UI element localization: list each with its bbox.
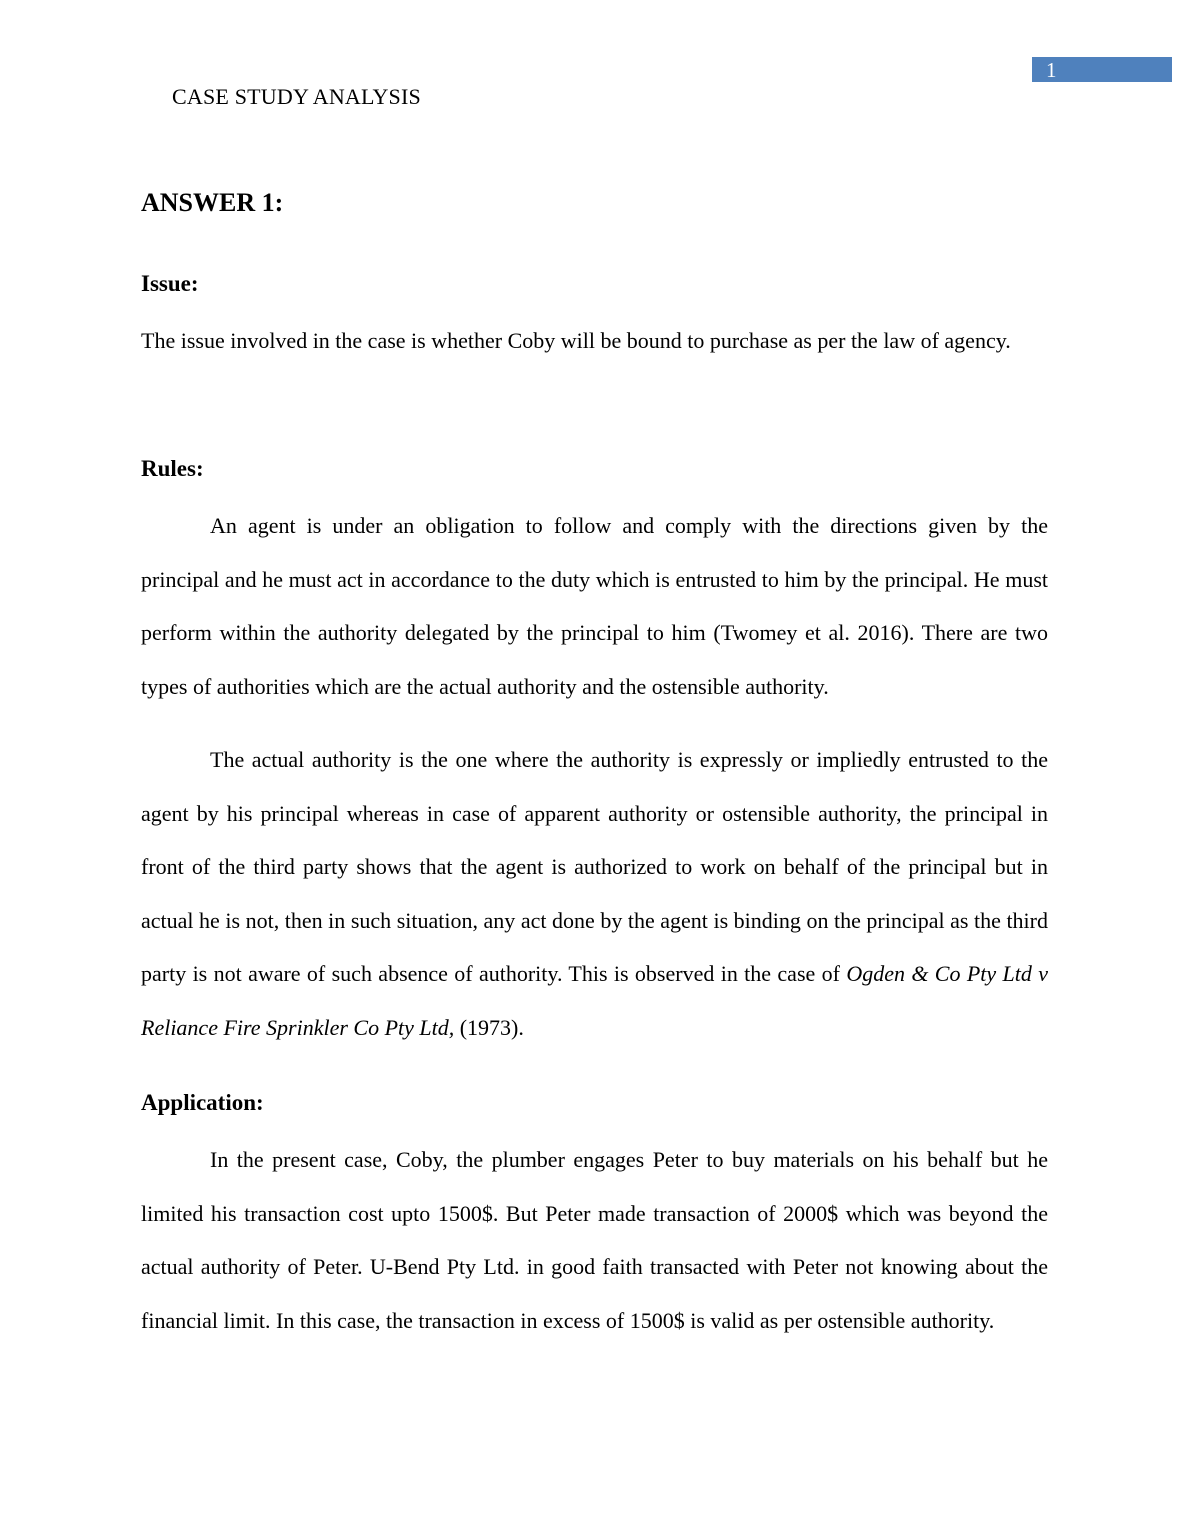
rules-paragraph-2-text: The actual authority is the one where the authority is expressly or impliedly entrusted to the agent by his principal whereas in case of apparent authority or ostensible authority, the principal in front of the third party shows that the agent is authorized to work on behalf of the principal but in actual he is not, then in such situation, any act done by the agent is binding on the principal as the third party is not aware of such absence of authority. This is observed in the case of bbox=[141, 747, 1048, 987]
answer-title: ANSWER 1: bbox=[141, 188, 284, 217]
rules-paragraph-1: An agent is under an obligation to follow and comply with the directions given by the principal and he must act in accordance to the duty which is entrusted to him by the principal. He must perform within the authority delegated by the principal to him (Twomey et al. 2016). There are two types of authorities which are the actual authority and the ostensible authority. bbox=[141, 513, 1048, 699]
page-number-box bbox=[1032, 57, 1172, 82]
rules-paragraph-2 bbox=[141, 733, 1048, 1055]
issue-heading: Issue: bbox=[141, 271, 199, 296]
running-head: CASE STUDY ANALYSIS bbox=[172, 84, 421, 109]
issue-paragraph: The issue involved in the case is whether Coby will be bound to purchase as per the law of agency. bbox=[141, 328, 1011, 353]
rules-heading: Rules: bbox=[141, 456, 204, 481]
application-paragraph: In the present case, Coby, the plumber engages Peter to buy materials on his behalf but he limited his transaction cost upto 1500$. But Peter made transaction of 2000$ which was beyond the actual authority of Peter. U-Bend Pty Ltd. in good faith transacted with Peter not knowing about the financial limit. In this case, the transaction in excess of 1500$ is valid as per ostensible authority. bbox=[141, 1147, 1048, 1333]
application-heading: Application: bbox=[141, 1090, 264, 1115]
page-number: 1 bbox=[1046, 58, 1057, 82]
rules-paragraph-2-tail: (1973). bbox=[454, 1014, 524, 1040]
case-citation: Ogden & Co Pty Ltd v Reliance Fire Sprinkler Co Pty Ltd, bbox=[141, 961, 1048, 1040]
